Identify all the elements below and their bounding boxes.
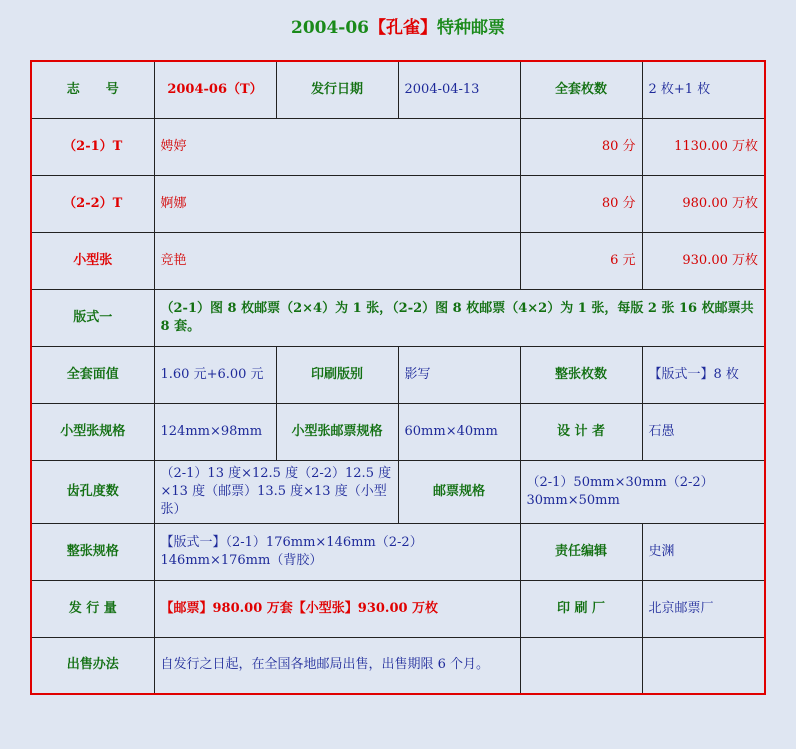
value-circulation: 【邮票】980.00 万套【小型张】930.00 万枚 [154, 580, 520, 637]
label-print-method: 印刷版别 [276, 346, 398, 403]
table-row [31, 580, 765, 637]
value-printer: 北京邮票厂 [642, 580, 765, 637]
value-face-value: 1.60 元+6.00 元 [154, 346, 276, 403]
value-souvenir-sheet-qty: 930.00 万枚 [642, 232, 765, 289]
empty-cell [642, 637, 765, 694]
value-sheet-count: 【版式一】8 枚 [642, 346, 765, 403]
value-designer: 石愚 [642, 403, 765, 460]
page-title [0, 14, 796, 42]
value-stamp-2-1-name: 娉婷 [154, 118, 520, 175]
value-issue-date: 2004-04-13 [398, 61, 520, 118]
value-sale-method: 自发行之日起，在全国各地邮局出售，出售期限 6 个月。 [154, 637, 520, 694]
value-ms-size: 124mm×98mm [154, 403, 276, 460]
table-row [31, 346, 765, 403]
table-row [31, 637, 765, 694]
stamp-info-table [30, 60, 766, 695]
value-print-method: 影写 [398, 346, 520, 403]
value-stamp-2-2-name: 婀娜 [154, 175, 520, 232]
value-stamp-2-2-qty: 980.00 万枚 [642, 175, 765, 232]
title-name: 【孔雀】 [369, 18, 438, 38]
label-zhihao: 志 号 [31, 61, 154, 118]
table-row [31, 118, 765, 175]
table-row [31, 175, 765, 232]
label-sheet-count: 整张枚数 [520, 346, 642, 403]
value-format-1: （2-1）图 8 枚邮票（2×4）为 1 张，（2-2）图 8 枚邮票（4×2）为 1 张，每版 2 张 16 枚邮票共 8 套。 [154, 289, 765, 346]
label-set-count: 全套枚数 [520, 61, 642, 118]
label-ms-stamp-size: 小型张邮票规格 [276, 403, 398, 460]
label-issue-date: 发行日期 [276, 61, 398, 118]
table-row [31, 460, 765, 523]
label-souvenir-sheet: 小型张 [31, 232, 154, 289]
label-designer: 设 计 者 [520, 403, 642, 460]
value-stamp-2-1-qty: 1130.00 万枚 [642, 118, 765, 175]
label-face-value: 全套面值 [31, 346, 154, 403]
value-stamp-2-1-face: 80 分 [520, 118, 642, 175]
value-stamp-size: （2-1）50mm×30mm（2-2）30mm×50mm [520, 460, 765, 523]
empty-cell [520, 637, 642, 694]
table-row [31, 523, 765, 580]
label-circulation: 发 行 量 [31, 580, 154, 637]
label-ms-size: 小型张规格 [31, 403, 154, 460]
value-editor: 史渊 [642, 523, 765, 580]
value-sheet-size: 【版式一】（2-1）176mm×146mm（2-2）146mm×176mm（背胶） [154, 523, 520, 580]
title-code: 2004-06 [290, 18, 370, 38]
table-row [31, 61, 765, 118]
label-stamp-2-1: （2-1）T [31, 118, 154, 175]
label-stamp-size: 邮票规格 [398, 460, 520, 523]
value-perforation: （2-1）13 度×12.5 度（2-2）12.5 度×13 度（邮票）13.5 度×13 度（小型张） [154, 460, 398, 523]
label-stamp-2-2: （2-2）T [31, 175, 154, 232]
value-souvenir-sheet-face: 6 元 [520, 232, 642, 289]
label-perforation: 齿孔度数 [31, 460, 154, 523]
value-souvenir-sheet-name: 竞艳 [154, 232, 520, 289]
label-sheet-size: 整张规格 [31, 523, 154, 580]
table-row [31, 403, 765, 460]
table-row [31, 289, 765, 346]
label-printer: 印 刷 厂 [520, 580, 642, 637]
title-suffix: 特种邮票 [437, 18, 506, 38]
label-format-1: 版式一 [31, 289, 154, 346]
label-sale-method: 出售办法 [31, 637, 154, 694]
value-stamp-2-2-face: 80 分 [520, 175, 642, 232]
value-zhihao: 2004-06（T） [154, 61, 276, 118]
value-set-count: 2 枚+1 枚 [642, 61, 765, 118]
label-editor: 责任编辑 [520, 523, 642, 580]
table-row [31, 232, 765, 289]
value-ms-stamp-size: 60mm×40mm [398, 403, 520, 460]
